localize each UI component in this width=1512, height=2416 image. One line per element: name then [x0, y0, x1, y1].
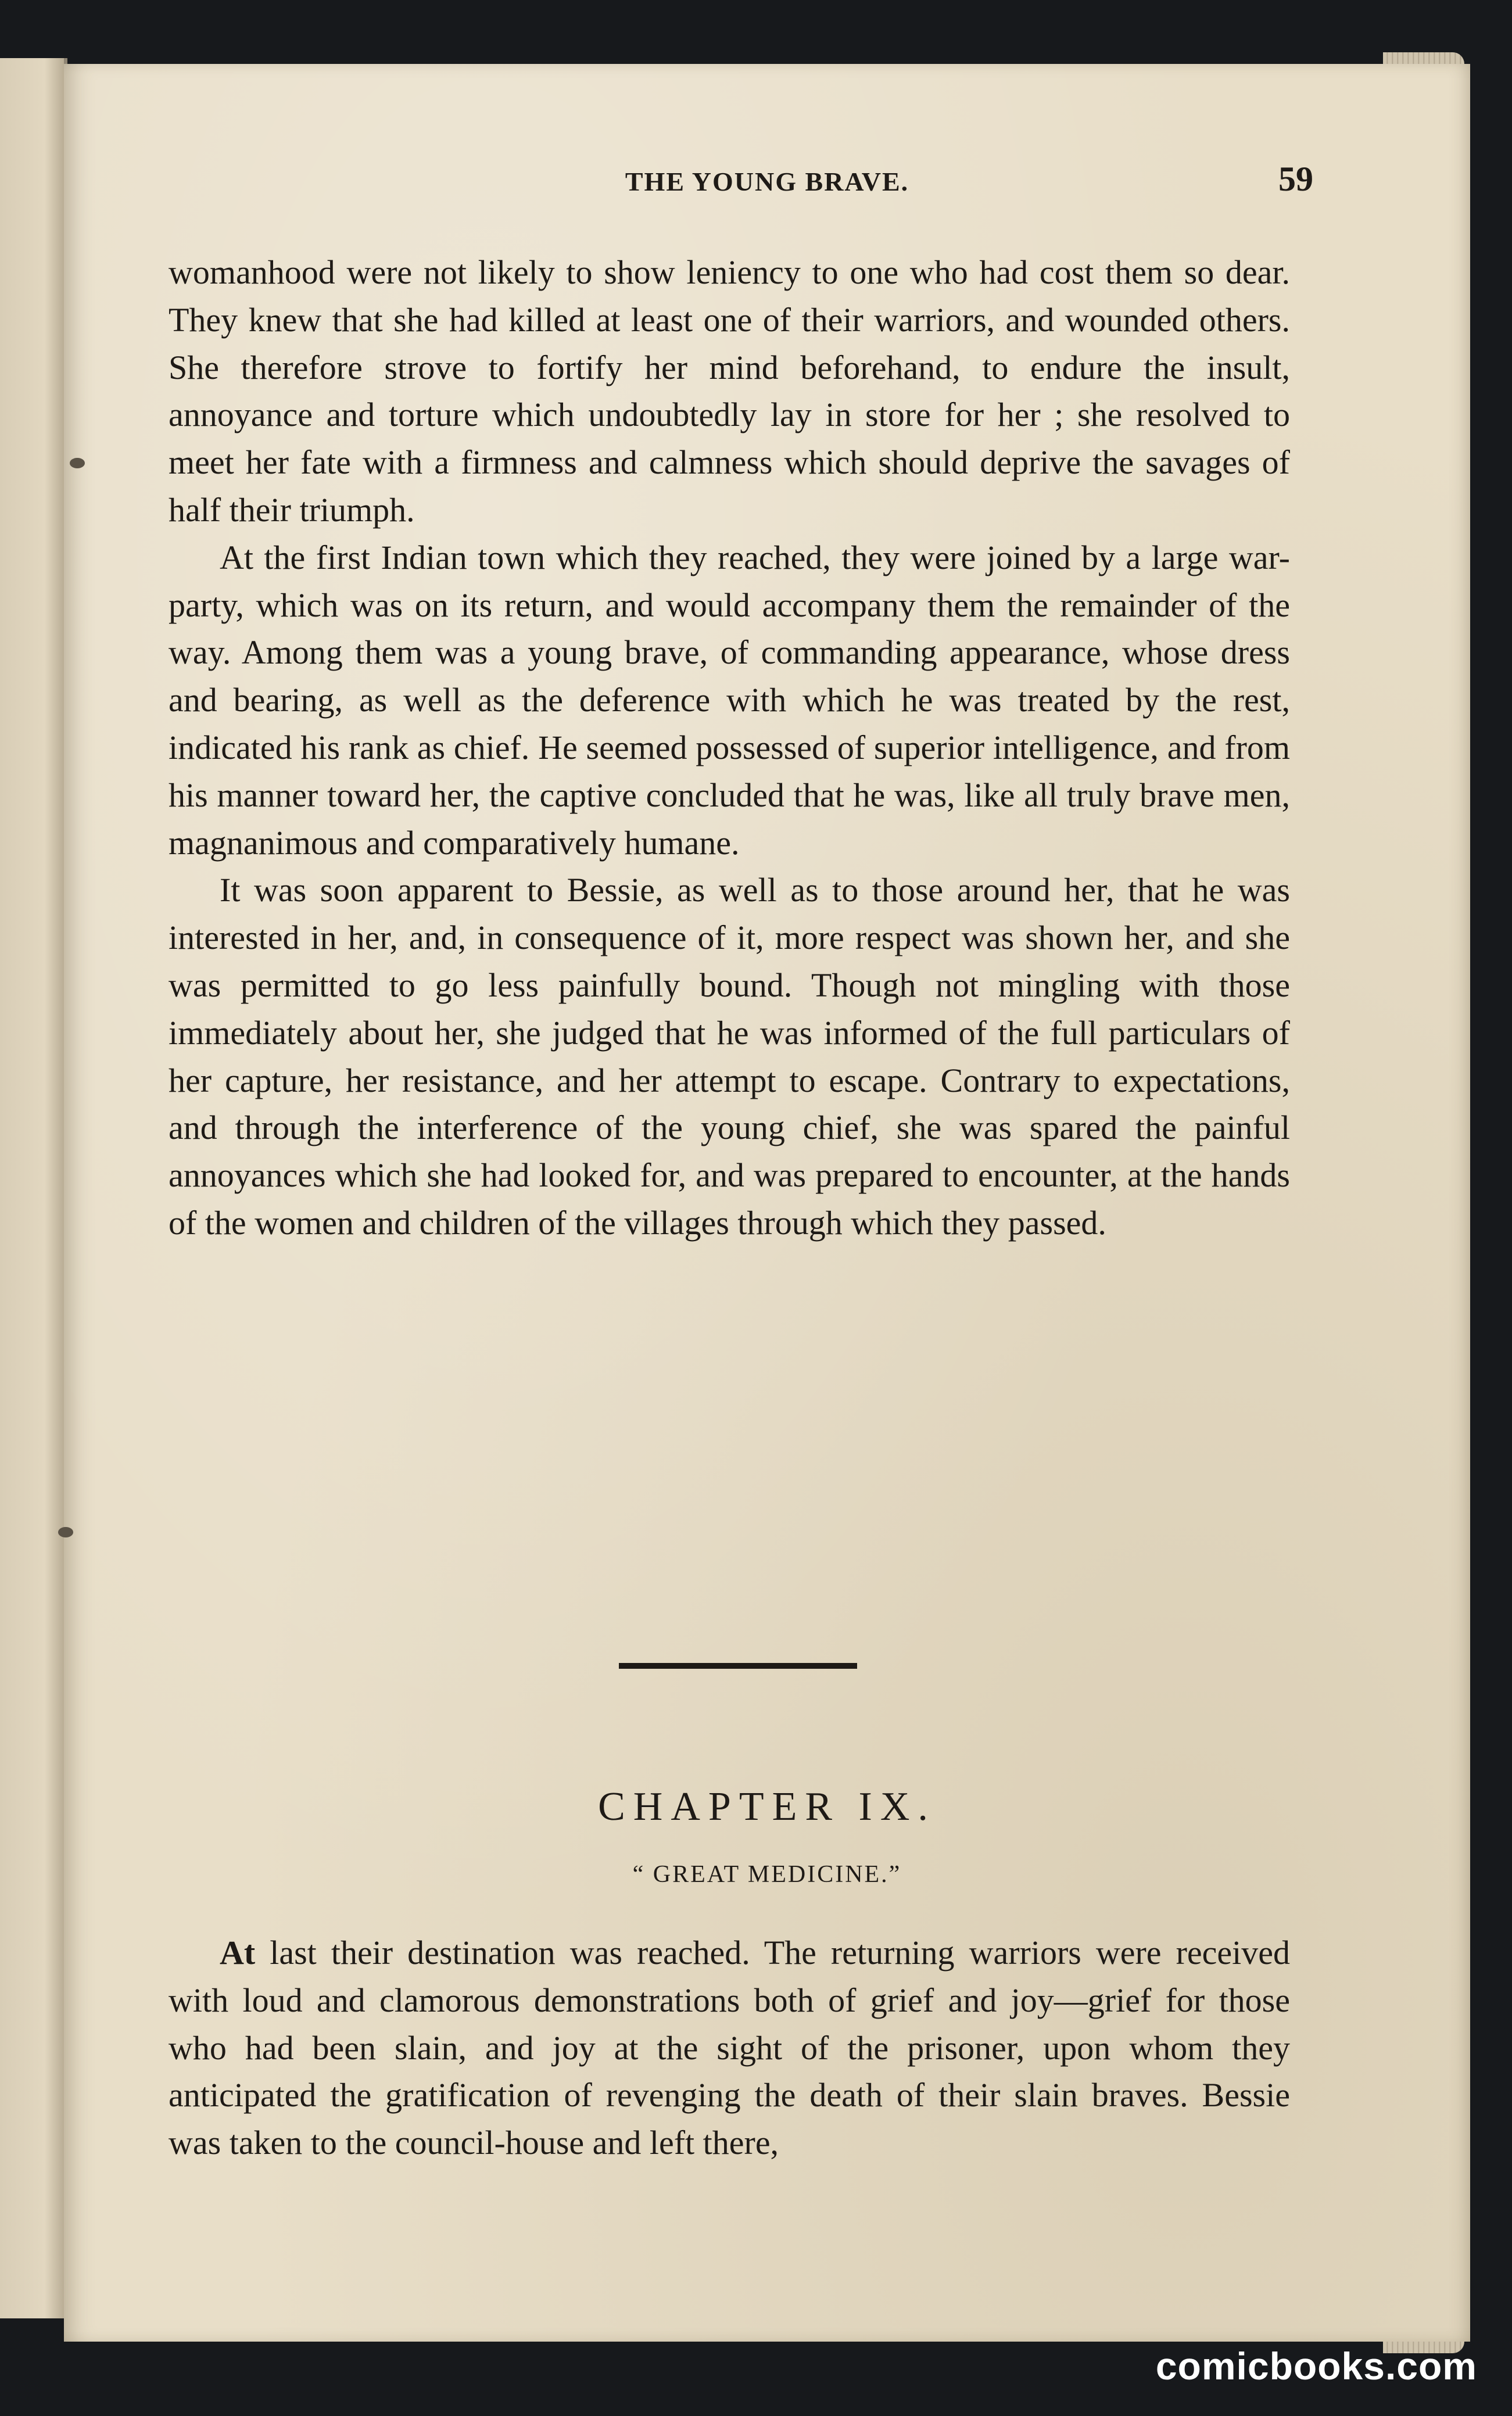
margin-mark [70, 458, 85, 468]
paragraph [169, 1929, 1290, 2167]
chapter-opening-word: At [220, 1934, 256, 1971]
running-title: THE YOUNG BRAVE. [625, 167, 909, 196]
paragraph: At the first Indian town which they reached, they were joined by a large war-party, which was on its return, and would accompany them the remainder of the way. Among them was a young brave, of commanding appearance, whose dress and bearing, as well as the deference with which he was treated by the rest, indicated his rank as chief. He seemed possessed of superior intelligence, and from his manner toward her, the captive concluded that he was, like all truly brave men, magnanimous and comparatively humane. [169, 538, 1290, 862]
running-head [64, 156, 1470, 202]
chapter-body-text [169, 1929, 1290, 2167]
chapter-title: CHAPTER IX. [598, 1784, 936, 1829]
watermark: comicbooks.com [1155, 2345, 1477, 2388]
chapter-subtitle: “ GREAT MEDICINE.” [632, 1861, 902, 1888]
margin-mark [58, 1527, 73, 1537]
paragraph: It was soon apparent to Bessie, as well as to those around her, that he was interested in her, and, in consequence of it, more respect was shown her, and she was permitted to go less painfully bound. Though not mingling with those immediately about her, she judged that he was informed of the full particulars of her capture, her resistance, and her attempt to escape. Contrary to expectations, and through the interference of the young chief, she was spared the painful annoyances which she had looked for, and was prepared to encounter, at the hands of the women and children of the villages through which they passed. [169, 871, 1290, 1242]
section-divider-rule [619, 1663, 857, 1669]
page-number: 59 [1278, 160, 1313, 198]
body-text-before-break [169, 249, 1290, 1247]
chapter-opening-text: last their destination was reached. The returning warriors were received with loud and clamorous demonstrations both of grief and joy—grief for those who had been slain, and joy at the sight of the prisoner, upon whom they anticipated the gratification of revenging the death of their slain braves. Bessie was taken to the council-house and left there, [169, 1934, 1290, 2162]
paragraph: womanhood were not likely to show leniency to one who had cost them so dear. They knew that she had killed at least one of their warriors, and wounded others. She therefore strove to fortify her mind beforehand, to endure the insult, annoyance and torture which undoubtedly lay in store for her ; she resolved to meet her fate with a firmness and calmness which should deprive the savages of half their triumph. [169, 253, 1290, 529]
book-page [64, 64, 1470, 2342]
facing-page-edge [0, 58, 67, 2318]
